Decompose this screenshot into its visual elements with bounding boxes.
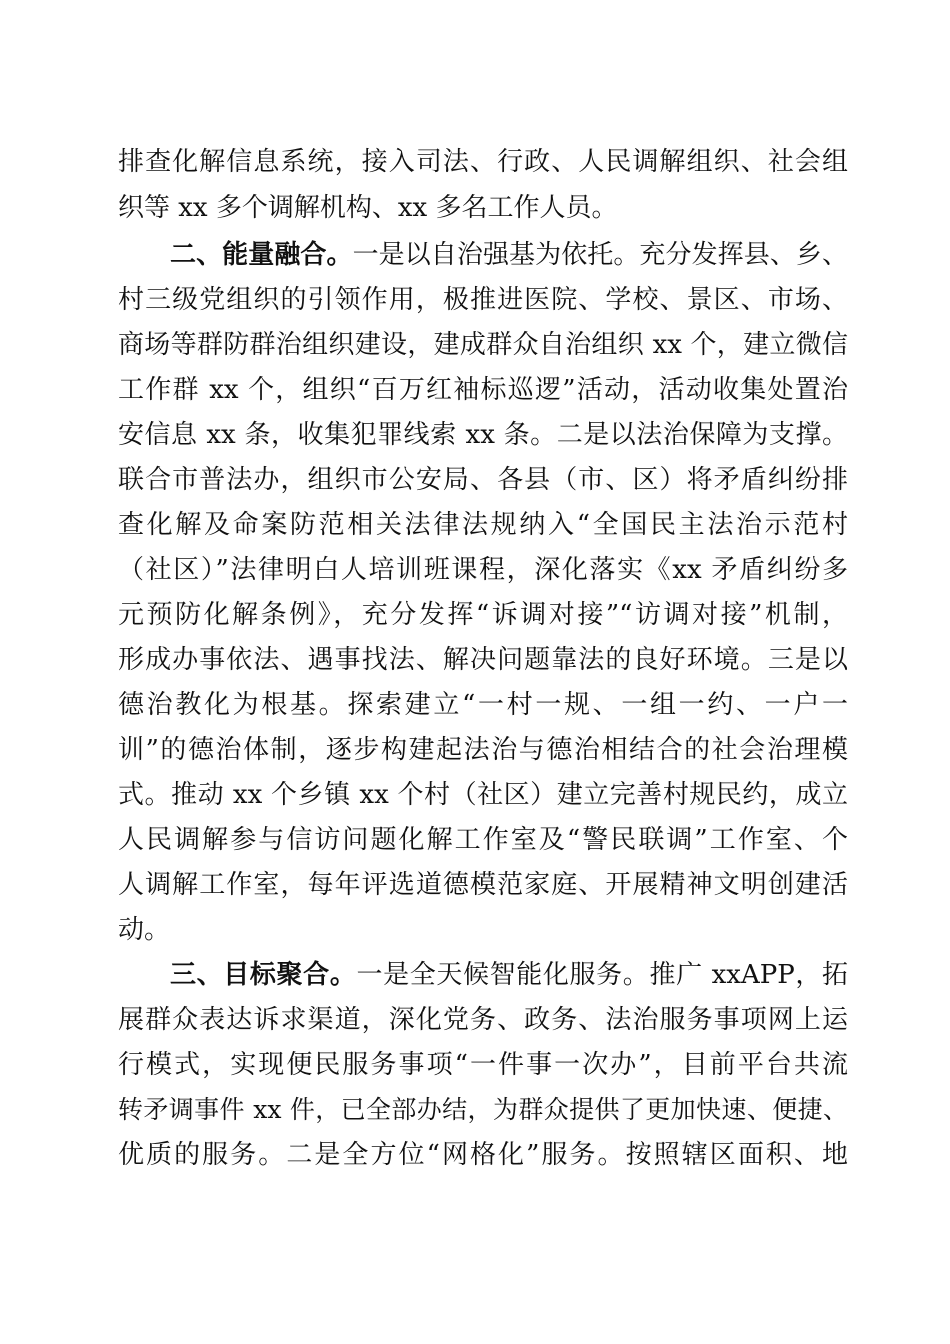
paragraph3-line-5: 优质的服务。二是全方位“网格化”服务。按照辖区面积、地 (118, 1140, 848, 1170)
paragraph2-line-16: 动。 (118, 915, 171, 945)
paragraph2-line-7: 查化解及命案防范相关法律法规纳入“全国民主法治示范村 (118, 510, 848, 540)
paragraph2-line-3: 商场等群防群治组织建设，建成群众自治组织 xx 个，建立微信 (118, 330, 848, 360)
paragraph2-line-15: 人调解工作室，每年评选道德模范家庭、开展精神文明创建活 (118, 870, 848, 900)
paragraph2-line-10: 形成办事依法、遇事找法、解决问题靠法的良好环境。三是以 (118, 645, 848, 675)
paragraph2-line-14: 人民调解参与信访问题化解工作室及“警民联调”工作室、个 (118, 825, 848, 855)
paragraph2-line-2: 村三级党组织的引领作用，极推进医院、学校、景区、市场、 (118, 285, 848, 315)
paragraph2-line-6: 联合市普法办，组织市公安局、各县（市、区）将矛盾纠纷排 (118, 465, 848, 495)
paragraph2-line-4: 工作群 xx 个，组织“百万红袖标巡逻”活动，活动收集处置治 (118, 375, 848, 405)
paragraph3-line-1 (170, 955, 848, 995)
paragraph3-line-4: 转矛调事件 xx 件，已全部办结，为群众提供了更加快速、便捷、 (118, 1095, 848, 1124)
paragraph2-heading: 二、能量融合。 (170, 240, 353, 270)
paragraph2-line-12: 训”的德治体制，逐步构建起法治与德治相结合的社会治理模 (118, 735, 848, 765)
paragraph2-line-1-text: 一是以自治强基为依托。充分发挥县、乡、 (352, 240, 848, 270)
paragraph1-line-1: 排查化解信息系统，接入司法、行政、人民调解组织、社会组 (118, 147, 848, 177)
paragraph1-line-2: 织等 xx 多个调解机构、xx 多名工作人员。 (118, 193, 618, 223)
paragraph3-heading: 三、目标聚合。 (170, 960, 357, 990)
paragraph2-line-1 (170, 235, 848, 275)
paragraph2-line-11: 德治教化为根基。探索建立“一村一规、一组一约、一户一 (118, 690, 848, 720)
paragraph3-line-2: 展群众表达诉求渠道，深化党务、政务、法治服务事项网上运 (118, 1005, 848, 1035)
paragraph3-line-3: 行模式，实现便民服务事项“一件事一次办”，目前平台共流 (118, 1050, 848, 1080)
paragraph3-line-1-text: 一是全天候智能化服务。推广 xxAPP，拓 (356, 960, 848, 990)
paragraph2-line-9: 元预防化解条例》，充分发挥“诉调对接”“访调对接”机制， (118, 600, 848, 630)
paragraph2-line-13: 式。推动 xx 个乡镇 xx 个村（社区）建立完善村规民约，成立 (118, 780, 848, 810)
paragraph2-line-5: 安信息 xx 条，收集犯罪线索 xx 条。二是以法治保障为支撑。 (118, 420, 848, 450)
paragraph2-line-8: （社区）”法律明白人培训班课程，深化落实《xx 矛盾纠纷多 (118, 555, 848, 585)
